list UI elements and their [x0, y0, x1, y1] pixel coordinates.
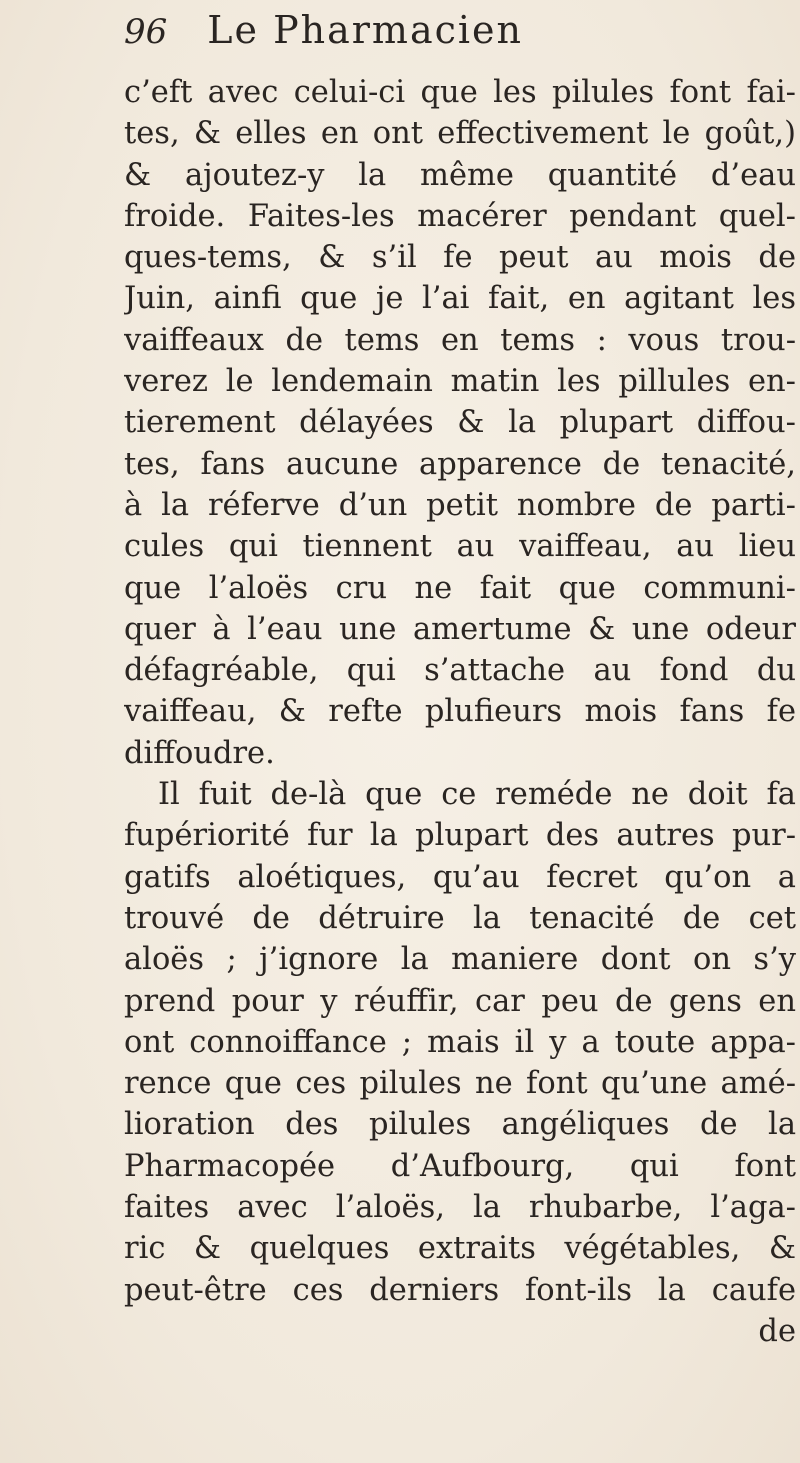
text-line: ont connoiffance ; mais il y a toute appa- — [124, 1024, 796, 1060]
text-line: ric & quelques extraits végétables, & — [124, 1231, 796, 1267]
text-line: c’eft avec celui-ci que les pilules font fai- — [124, 75, 796, 110]
text-line: vaiffeau, & refte plufieurs mois fans fe — [124, 694, 796, 730]
text-line: Il fuit de-là que ce reméde ne doit fa — [158, 777, 796, 813]
text-line: quer à l’eau une amertume & une odeur — [124, 611, 796, 647]
text-line: verez le lendemain matin les pillules en- — [124, 364, 796, 400]
text-line: rence que ces pilules ne font qu’une amé- — [124, 1066, 796, 1102]
text-line: aloës ; j’ignore la maniere dont on s’y — [124, 942, 796, 978]
text-line: froide. Faites-les macérer pendant quel- — [124, 198, 796, 234]
text-line: tierement délayées & la plupart diffou- — [124, 405, 796, 441]
running-title: Le Pharmacien — [207, 8, 524, 52]
text-line: tes, fans aucune apparence de tenacité, — [124, 446, 796, 482]
text-line: faites avec l’aloës, la rhubarbe, l’aga- — [124, 1190, 796, 1226]
text-line: vaiffeaux de tems en tems : vous trou- — [124, 322, 796, 358]
text-line: trouvé de détruire la tenacité de cet — [124, 900, 796, 936]
text-line: fupériorité fur la plupart des autres pur- — [124, 818, 796, 854]
text-line: cules qui tiennent au vaiffeau, au lieu — [124, 529, 796, 565]
text-line: tes, & elles en ont effectivement le goût,) — [124, 116, 796, 152]
text-line: défagréable, qui s’attache au fond du — [124, 653, 796, 689]
text-line: que l’aloës cru ne fait que communi- — [124, 570, 796, 606]
catchword: de — [758, 1313, 796, 1349]
text-line: à la réferve d’un petit nombre de parti- — [124, 487, 796, 523]
text-line: peut-être ces derniers font-ils la caufe — [124, 1272, 796, 1308]
text-line: diffoudre. — [124, 735, 275, 771]
text-line: gatifs aloétiques, qu’au fecret qu’on a — [124, 859, 796, 895]
body-text — [124, 72, 796, 1352]
page-number: 96 — [124, 12, 168, 52]
text-line: Pharmacopée d’Aufbourg, qui font — [124, 1148, 796, 1184]
page-header — [124, 8, 523, 68]
text-line: prend pour y réuffir, car peu de gens en — [124, 983, 796, 1019]
text-line: Juin, ainfi que je l’ai fait, en agitant les — [124, 281, 796, 317]
text-line: ques-tems, & s’il fe peut au mois de — [124, 240, 796, 276]
text-line: & ajoutez-y la même quantité d’eau — [124, 157, 796, 193]
text-line: lioration des pilules angéliques de la — [124, 1107, 796, 1143]
